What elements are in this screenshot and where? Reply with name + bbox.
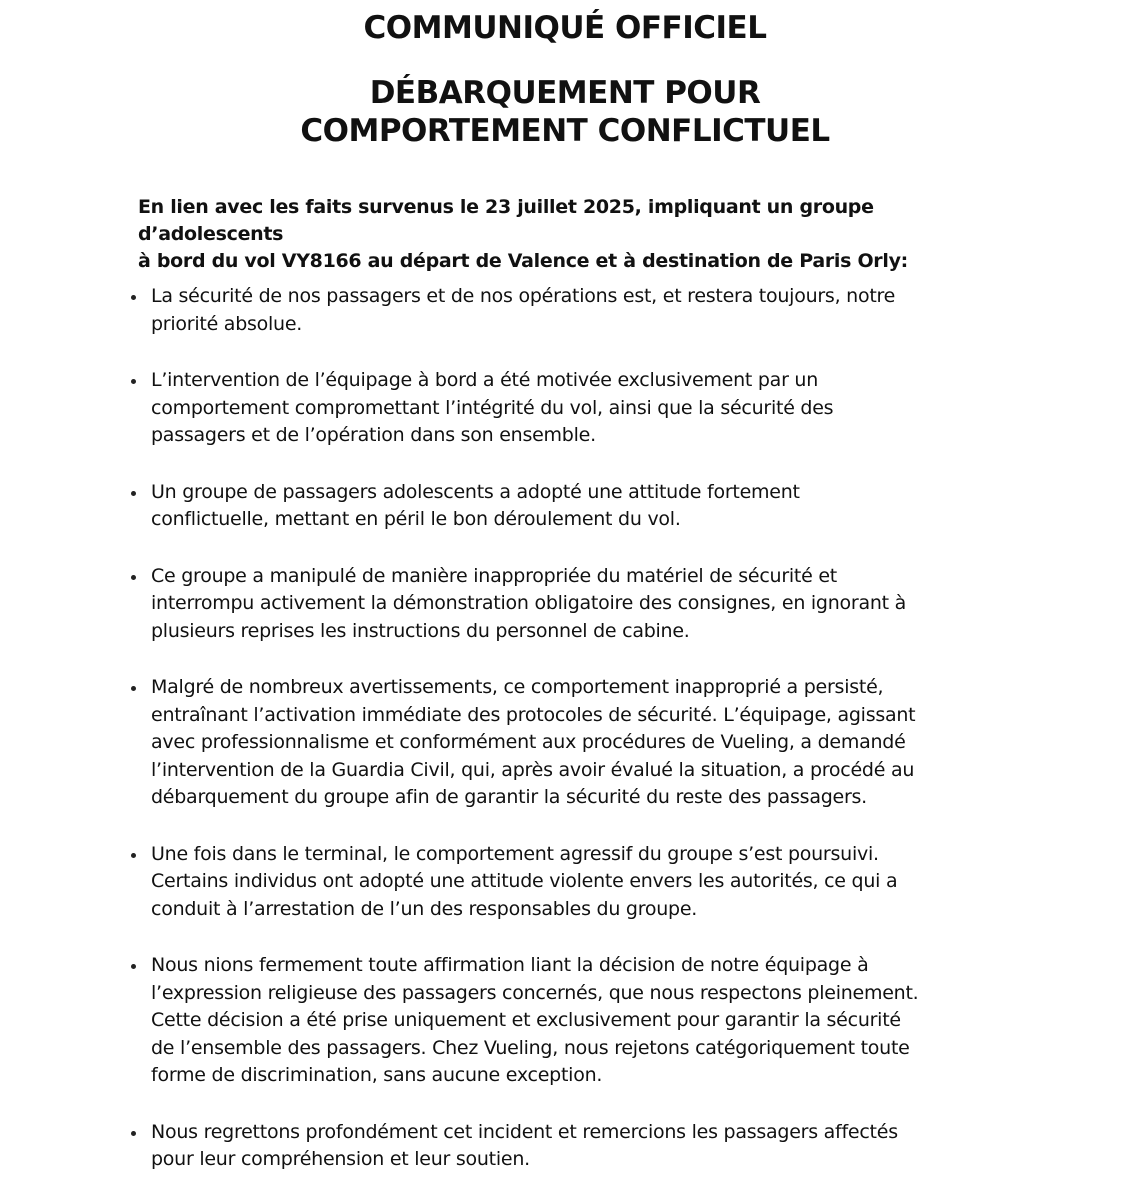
bullet-line: l’intervention de la Guardia Civil, qui, après avoir évalué la situation, a procédé au: [151, 758, 915, 781]
bullet-line: priorité absolue.: [151, 312, 303, 335]
bullet-item: [0, 367, 1130, 450]
bullet-dot-icon: [131, 686, 136, 691]
statement-bullet-list: [0, 283, 1130, 1203]
bullet-line: pour leur compréhension et leur soutien.: [151, 1148, 530, 1170]
bullet-item: [0, 479, 1130, 534]
intro-line-2: à bord du vol VY8166 au départ de Valence et à destination de Paris Orly:: [138, 250, 908, 272]
bullet-line: de l’ensemble des passagers. Chez Vueling, nous rejetons catégoriquement toute: [151, 1036, 910, 1059]
bullet-line: Cette décision a été prise uniquement et exclusivement pour garantir la sécurité: [151, 1009, 901, 1031]
bullet-dot-icon: [131, 295, 136, 300]
intro-paragraph: [138, 194, 1018, 275]
bullet-line: entraînant l’activation immédiate des protocoles de sécurité. L’équipage, agissant: [151, 703, 916, 726]
bullet-line: Nous regrettons profondément cet incident et remercions les passagers affectés: [151, 1120, 898, 1143]
subtitle-line-1: DÉBARQUEMENT POUR: [369, 75, 761, 111]
bullet-line: plusieurs reprises les instructions du personnel de cabine.: [151, 619, 690, 642]
bullet-line: Une fois dans le terminal, le comportement agressif du groupe s’est poursuivi.: [151, 842, 879, 865]
bullet-line: conflictuelle, mettant en péril le bon déroulement du vol.: [151, 508, 681, 530]
bullet-dot-icon: [131, 853, 136, 858]
bullet-line: avec professionnalisme et conformément aux procédures de Vueling, a demandé: [151, 731, 906, 753]
bullet-line: forme de discrimination, sans aucune exception.: [151, 1064, 603, 1086]
bullet-item: [0, 841, 1130, 924]
bullet-line: passagers et de l’opération dans son ensemble.: [151, 424, 596, 446]
page-title: COMMUNIQUÉ OFFICIEL: [363, 10, 767, 46]
bullet-item: [0, 674, 1130, 812]
bullet-line: débarquement du groupe afin de garantir la sécurité du reste des passagers.: [151, 786, 867, 808]
bullet-line: La sécurité de nos passagers et de nos opérations est, et restera toujours, notre: [151, 285, 896, 307]
bullet-line: Un groupe de passagers adolescents a adopté une attitude fortement: [151, 480, 800, 503]
bullet-line: Malgré de nombreux avertissements, ce comportement inapproprié a persisté,: [151, 676, 884, 698]
page-subtitle: [0, 74, 1130, 150]
bullet-line: Nous nions fermement toute affirmation liant la décision de notre équipage à: [151, 954, 869, 976]
bullet-line: L’intervention de l’équipage à bord a été motivée exclusivement par un: [151, 369, 819, 391]
bullet-line: interrompu activement la démonstration obligatoire des consignes, en ignorant à: [151, 592, 907, 614]
bullet-line: Certains individus ont adopté une attitude violente envers les autorités, ce qui a: [151, 870, 898, 892]
bullet-dot-icon: [131, 575, 136, 580]
intro-line-1: En lien avec les faits survenus le 23 juillet 2025, impliquant un groupe d’adolescents: [138, 196, 874, 245]
bullet-line: comportement compromettant l’intégrité du vol, ainsi que la sécurité des: [151, 396, 834, 419]
bullet-line: l’expression religieuse des passagers concernés, que nous respectons pleinement.: [151, 981, 919, 1004]
bullet-item: [0, 283, 1130, 338]
bullet-item: [0, 1119, 1130, 1174]
bullet-dot-icon: [131, 379, 136, 384]
bullet-dot-icon: [131, 1131, 136, 1136]
bullet-line: conduit à l’arrestation de l’un des responsables du groupe.: [151, 897, 698, 920]
bullet-dot-icon: [131, 964, 136, 969]
subtitle-line-2: COMPORTEMENT CONFLICTUEL: [300, 113, 830, 149]
bullet-item: [0, 563, 1130, 646]
bullet-line: Ce groupe a manipulé de manière inappropriée du matériel de sécurité et: [151, 564, 837, 587]
bullet-item: [0, 952, 1130, 1090]
bullet-dot-icon: [131, 491, 136, 496]
